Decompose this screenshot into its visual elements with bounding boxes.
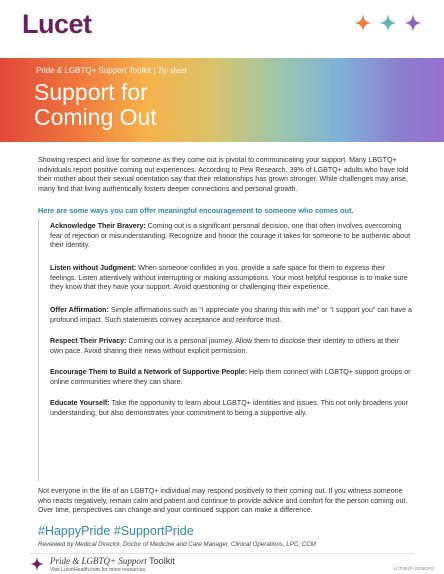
star-purple-icon [404, 14, 422, 32]
tip-item: Acknowledge Their Bravery: Coming out is a significant personal decision, one that often involves overcoming fear of rejection or misunderstanding. Recognize and honor the courage it takes for someone to be authentic about their identity. [50, 222, 411, 250]
page-title: Support for Coming Out [34, 79, 157, 130]
document-code: LCT001P-2025CPG [393, 566, 434, 571]
tip-item: Respect Their Privacy: Coming out is a personal journey. Allow them to disclose their identity to others at their own pace. Avoid sharing their news without explicit permission. [50, 337, 399, 355]
lucet-logo: Lucet [22, 9, 92, 39]
footer-star-icon [30, 557, 44, 571]
brand-stars [354, 14, 422, 32]
outro-paragraph: Not everyone in the life of an LGBTQ+ individual may respond positively to their coming out. If you witness someone who reacts negatively, remain calm and patient and continue to provide advice and comfort for the person coming out. Over time, perspectives can change and your continued support can make a difference. [38, 487, 408, 515]
tip-item: Listen without Judgment: When someone confides in you, provide a safe space for them to express their feelings. Listen attentively without interrupting or making assumptions. Your most helpful response is to make sure they know that they have your support. Avoid questioning or challenging their experience. [50, 264, 408, 292]
tip-item: Educate Yourself: Take the opportunity to learn about LGBTQ+ identities and issues. This not only broadens your understanding, but also demonstrates your commitment to being a supportive ally. [50, 399, 409, 417]
banner-subtitle: Pride & LGBTQ+ Support Toolkit | Tip sheet [36, 66, 187, 75]
hero-banner [0, 58, 444, 142]
footer-url: Visit LucetHealth.com for more resources. [50, 567, 147, 573]
tips-list [38, 219, 417, 481]
tip-item: Offer Affirmation: Simple affirmations such as “I appreciate you sharing this with me” or “I support you” can have a profound impact. Such statements convey acceptance and reinforce trust. [50, 306, 412, 324]
footer-title: Pride & LGBTQ+ Support Toolkit [50, 556, 175, 566]
reviewed-by: Reviewed by Medical Director, Doctor of Medicine and Care Manager, Clinical Operations, LPC, CCM [38, 541, 316, 548]
footer-divider [30, 553, 414, 554]
intro-paragraph: Showing respect and love for someone as they come out is pivotal to communicating your support. Many LBGTQ+ individuals report positive coming out experiences. According to Pew Research, 39% of LGBTQ+ adults who have told their mother about their sexual orientation say that their relationships has grown stronger. While challenges may arise, many find that living authentically fosters deeper connections and personal growth. [38, 156, 409, 193]
banner-tag: Tip sheet [157, 66, 187, 75]
star-teal-icon [379, 14, 397, 32]
tip-item: Encourage Them to Build a Network of Supportive People: Help them connect with LGBTQ+ support groups or online communities where they can share. [50, 368, 411, 386]
hashtags: #HappyPride #SupportPride [38, 524, 194, 538]
star-orange-icon [354, 14, 372, 32]
tips-lead: Here are some ways you can offer meaningful encouragement to someone who comes out. [38, 206, 354, 215]
